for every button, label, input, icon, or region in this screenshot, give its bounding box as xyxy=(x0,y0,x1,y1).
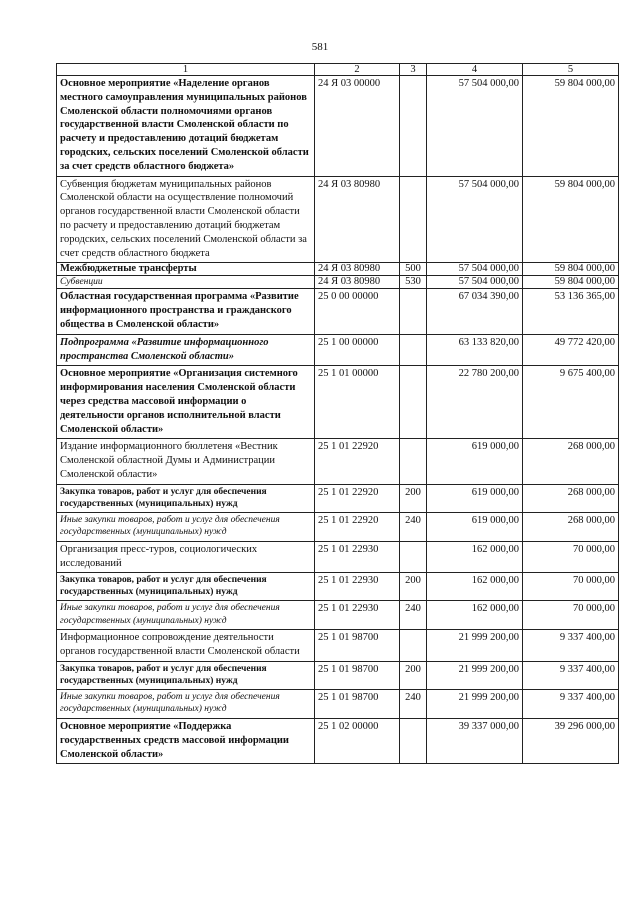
table-row xyxy=(57,334,619,366)
row-name: Подпрограмма «Развитие информационного пространства Смоленской области» xyxy=(57,334,315,366)
table-row xyxy=(57,263,619,276)
row-expense-type xyxy=(400,541,427,573)
column-header-sum-year-1: 4 xyxy=(427,64,523,76)
row-name: Иные закупки товаров, работ и услуг для обеспечения государственных (муниципальных) нужд xyxy=(57,689,315,718)
table-row xyxy=(57,718,619,763)
row-code: 24 Я 03 00000 xyxy=(315,76,400,177)
row-sum-year-2: 9 337 400,00 xyxy=(523,661,619,689)
table-row xyxy=(57,512,619,541)
row-sum-year-2: 53 136 365,00 xyxy=(523,289,619,334)
row-sum-year-2: 59 804 000,00 xyxy=(523,275,619,289)
row-sum-year-1: 67 034 390,00 xyxy=(427,289,523,334)
row-code: 25 1 01 00000 xyxy=(315,366,400,439)
row-name: Издание информационного бюллетеня «Вестник Смоленской областной Думы и Администрации Смоленской области» xyxy=(57,439,315,484)
row-expense-type: 200 xyxy=(400,661,427,689)
table-row xyxy=(57,573,619,601)
row-sum-year-1: 619 000,00 xyxy=(427,512,523,541)
row-code: 25 1 01 22920 xyxy=(315,512,400,541)
row-expense-type xyxy=(400,76,427,177)
row-sum-year-1: 21 999 200,00 xyxy=(427,661,523,689)
page-number: 581 xyxy=(311,41,329,53)
row-code: 25 1 01 98700 xyxy=(315,661,400,689)
row-expense-type: 530 xyxy=(400,275,427,289)
row-name: Основное мероприятие «Наделение органов местного самоуправления муниципальных районов Смоленской области полномочиями органов государственной власти Смоленской области по расчету и предоставлению дотаций бюджетам городских, сельских поселений Смоленской области за счет средств областного бюджета» xyxy=(57,76,315,177)
row-sum-year-1: 162 000,00 xyxy=(427,541,523,573)
row-sum-year-1: 63 133 820,00 xyxy=(427,334,523,366)
row-expense-type: 500 xyxy=(400,263,427,276)
row-sum-year-2: 268 000,00 xyxy=(523,512,619,541)
row-sum-year-1: 57 504 000,00 xyxy=(427,263,523,276)
row-expense-type xyxy=(400,439,427,484)
row-name: Областная государственная программа «Развитие информационного пространства и гражданского общества в Смоленской области» xyxy=(57,289,315,334)
table-row xyxy=(57,176,619,263)
row-code: 24 Я 03 80980 xyxy=(315,263,400,276)
row-expense-type xyxy=(400,334,427,366)
table-row xyxy=(57,661,619,689)
row-sum-year-2: 59 804 000,00 xyxy=(523,263,619,276)
table-row xyxy=(57,689,619,718)
row-sum-year-2: 268 000,00 xyxy=(523,484,619,512)
budget-table xyxy=(56,63,619,764)
row-name: Закупка товаров, работ и услуг для обеспечения государственных (муниципальных) нужд xyxy=(57,573,315,601)
row-sum-year-2: 70 000,00 xyxy=(523,573,619,601)
row-sum-year-2: 9 337 400,00 xyxy=(523,630,619,662)
row-expense-type xyxy=(400,176,427,263)
row-name: Информационное сопровождение деятельности органов государственной власти Смоленской области xyxy=(57,630,315,662)
table-row xyxy=(57,289,619,334)
row-sum-year-2: 59 804 000,00 xyxy=(523,176,619,263)
row-code: 25 1 01 98700 xyxy=(315,630,400,662)
table-row xyxy=(57,366,619,439)
row-sum-year-1: 57 504 000,00 xyxy=(427,275,523,289)
row-expense-type: 240 xyxy=(400,512,427,541)
table-row xyxy=(57,76,619,177)
table-row xyxy=(57,484,619,512)
row-code: 25 1 01 22930 xyxy=(315,601,400,630)
table-row xyxy=(57,541,619,573)
table-row xyxy=(57,601,619,630)
row-name: Субвенция бюджетам муниципальных районов Смоленской области на осуществление полномочий органов государственной власти Смоленской области по расчету и предоставлению дотаций бюджетам городских, сельских поселений Смоленской области за счет средств областного бюджета xyxy=(57,176,315,263)
row-sum-year-2: 49 772 420,00 xyxy=(523,334,619,366)
row-sum-year-2: 59 804 000,00 xyxy=(523,76,619,177)
row-sum-year-1: 39 337 000,00 xyxy=(427,718,523,763)
row-expense-type: 240 xyxy=(400,601,427,630)
column-header-sum-year-2: 5 xyxy=(523,64,619,76)
column-header-expense-type: 3 xyxy=(400,64,427,76)
row-code: 24 Я 03 80980 xyxy=(315,275,400,289)
row-expense-type xyxy=(400,630,427,662)
row-sum-year-2: 39 296 000,00 xyxy=(523,718,619,763)
row-expense-type xyxy=(400,718,427,763)
row-sum-year-2: 9 675 400,00 xyxy=(523,366,619,439)
row-sum-year-1: 57 504 000,00 xyxy=(427,176,523,263)
row-name: Организация пресс-туров, социологических исследований xyxy=(57,541,315,573)
row-name: Закупка товаров, работ и услуг для обеспечения государственных (муниципальных) нужд xyxy=(57,661,315,689)
table-row xyxy=(57,275,619,289)
row-sum-year-1: 57 504 000,00 xyxy=(427,76,523,177)
row-code: 25 1 00 00000 xyxy=(315,334,400,366)
row-sum-year-1: 619 000,00 xyxy=(427,484,523,512)
row-sum-year-2: 70 000,00 xyxy=(523,601,619,630)
row-sum-year-2: 9 337 400,00 xyxy=(523,689,619,718)
row-code: 25 1 01 22920 xyxy=(315,484,400,512)
row-expense-type xyxy=(400,289,427,334)
row-code: 25 1 01 98700 xyxy=(315,689,400,718)
row-code: 25 1 01 22930 xyxy=(315,541,400,573)
row-name: Основное мероприятие «Поддержка государственных средств массовой информации Смоленской области» xyxy=(57,718,315,763)
table-row xyxy=(57,439,619,484)
row-sum-year-1: 162 000,00 xyxy=(427,573,523,601)
row-expense-type: 200 xyxy=(400,484,427,512)
row-code: 24 Я 03 80980 xyxy=(315,176,400,263)
row-expense-type: 240 xyxy=(400,689,427,718)
row-code: 25 1 02 00000 xyxy=(315,718,400,763)
row-expense-type: 200 xyxy=(400,573,427,601)
header-row xyxy=(57,64,619,76)
row-expense-type xyxy=(400,366,427,439)
row-name: Закупка товаров, работ и услуг для обеспечения государственных (муниципальных) нужд xyxy=(57,484,315,512)
row-sum-year-1: 21 999 200,00 xyxy=(427,689,523,718)
row-name: Иные закупки товаров, работ и услуг для обеспечения государственных (муниципальных) нужд xyxy=(57,512,315,541)
row-name: Основное мероприятие «Организация системного информирования населения Смоленской области через средства массовой информации о деятельности органов исполнительной власти Смоленской области» xyxy=(57,366,315,439)
column-header-name: 1 xyxy=(57,64,315,76)
row-sum-year-2: 70 000,00 xyxy=(523,541,619,573)
row-code: 25 1 01 22930 xyxy=(315,573,400,601)
row-name: Субвенции xyxy=(57,275,315,289)
row-sum-year-1: 21 999 200,00 xyxy=(427,630,523,662)
column-header-code: 2 xyxy=(315,64,400,76)
row-name: Межбюджетные трансферты xyxy=(57,263,315,276)
row-code: 25 0 00 00000 xyxy=(315,289,400,334)
row-sum-year-2: 268 000,00 xyxy=(523,439,619,484)
row-code: 25 1 01 22920 xyxy=(315,439,400,484)
row-sum-year-1: 619 000,00 xyxy=(427,439,523,484)
table-row xyxy=(57,630,619,662)
row-sum-year-1: 162 000,00 xyxy=(427,601,523,630)
row-name: Иные закупки товаров, работ и услуг для обеспечения государственных (муниципальных) нужд xyxy=(57,601,315,630)
row-sum-year-1: 22 780 200,00 xyxy=(427,366,523,439)
